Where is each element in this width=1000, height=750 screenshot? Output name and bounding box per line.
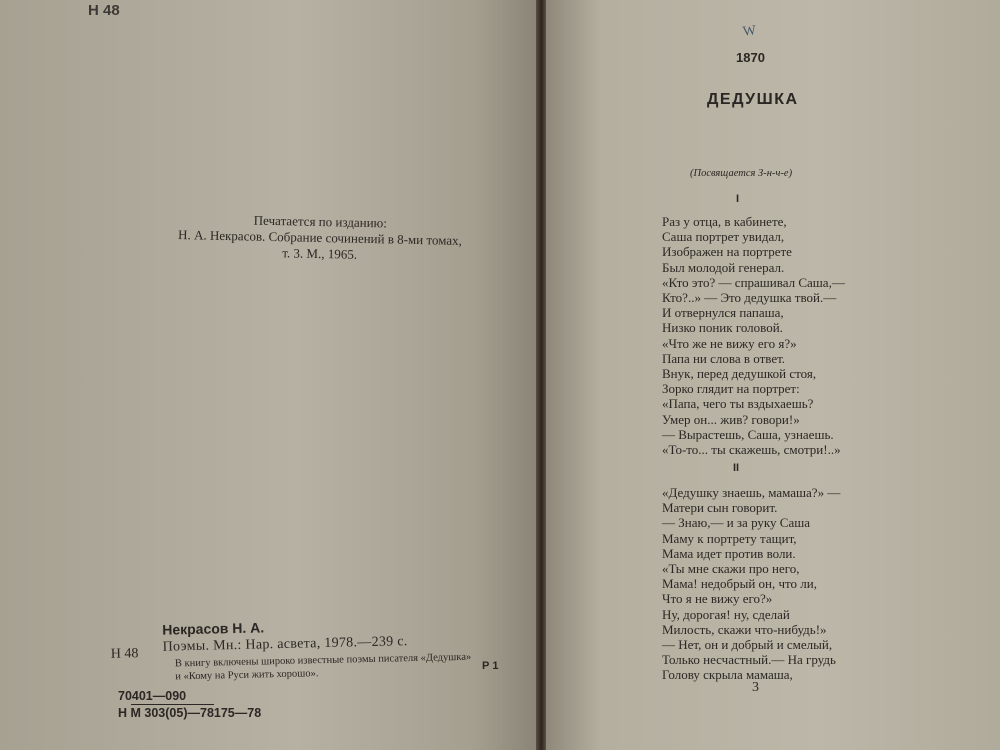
verse-line: Матери сын говорит. bbox=[662, 500, 778, 516]
imprint-line: Печатается по изданию: bbox=[253, 212, 388, 231]
biblio-description: Поэмы. Мн.: Нар. асвета, 1978.—239 с. bbox=[162, 634, 408, 655]
annotation-line: и «Кому на Руси жить хорошо». bbox=[175, 668, 319, 683]
verse-line: Саша портрет увидал, bbox=[662, 229, 785, 245]
imprint-block bbox=[140, 210, 501, 266]
verse-line: Умер он... жив? говори!» bbox=[662, 411, 800, 427]
verse-line: Мама! недобрый он, что ли, bbox=[662, 576, 817, 592]
verse-line: Низко поник головой. bbox=[662, 320, 783, 336]
annotation-line: В книгу включены широко известные поэмы писателя «Дедушка» bbox=[174, 651, 472, 670]
verse-line: Ну, дорогая! ну, сделай bbox=[662, 606, 790, 622]
imprint-line: т. 3. М., 1965. bbox=[282, 245, 358, 262]
verse-line: Маму к портрету тащит, bbox=[662, 530, 797, 546]
poem-year: 1870 bbox=[736, 50, 765, 65]
verse-line: Папа ни слова в ответ. bbox=[662, 350, 786, 366]
verse-line: Кто?..» — Это дедушка твой.— bbox=[662, 290, 837, 306]
catalog-line-2 bbox=[118, 704, 261, 721]
section-number-1: I bbox=[736, 193, 740, 205]
verse-line: «Папа, чего ты вздыхаешь? bbox=[662, 396, 814, 412]
verse-line: «То-то... ты скажешь, смотри!..» bbox=[662, 442, 841, 458]
stanza-1 bbox=[662, 214, 845, 457]
biblio-author: Некрасов Н. А. bbox=[162, 619, 265, 638]
catalog-m: М 303(05)—78 bbox=[130, 706, 214, 720]
signature-mark: Н 48 bbox=[88, 2, 120, 19]
imprint-line: Н. А. Некрасов. Собрание сочинений в 8-ми томах, bbox=[177, 227, 463, 248]
verse-line: Раз у отца, в кабинете, bbox=[662, 214, 787, 229]
verse-line: Голову скрыла мамаша, bbox=[662, 667, 793, 683]
verse-line: «Кто это? — спрашивал Саша,— bbox=[662, 274, 845, 290]
catalog-suffix: 175—78 bbox=[213, 706, 262, 720]
catalog-code bbox=[118, 688, 261, 721]
verse-line: Зорко глядит на портрет: bbox=[662, 381, 800, 397]
verse-line: Милость, скажи что-нибудь!» bbox=[662, 621, 827, 637]
verse-line: Внук, перед дедушкой стоя, bbox=[662, 366, 817, 382]
dedication: (Посвящается З-н-ч-е) bbox=[690, 168, 793, 179]
verse-line: — Вырастешь, Саша, узнаешь. bbox=[662, 426, 834, 442]
verse-line: И отвернулся папаша, bbox=[662, 305, 784, 321]
verse-line: — Нет, он и добрый и смелый, bbox=[662, 637, 833, 653]
verse-line: Только несчастный.— На грудь bbox=[662, 652, 836, 668]
verse-line: — Знаю,— и за руку Саша bbox=[662, 515, 810, 531]
verse-line: «Дедушку знаешь, мамаша?» — bbox=[662, 485, 841, 500]
verse-line: Что я не вижу его?» bbox=[662, 591, 773, 607]
verse-line: «Что же не вижу его я?» bbox=[662, 335, 797, 351]
classification-index: Р 1 bbox=[482, 660, 499, 672]
pencil-mark: W bbox=[741, 23, 758, 40]
verse-line: «Ты мне скажи про него, bbox=[662, 561, 800, 577]
biblio-code: Н 48 bbox=[110, 646, 139, 662]
verse-line: Был молодой генерал. bbox=[662, 259, 785, 275]
section-number-2: II bbox=[733, 462, 740, 474]
verse-line: Изображен на портрете bbox=[662, 244, 792, 260]
stanza-2 bbox=[662, 485, 840, 683]
catalog-line-1: 70401—090 bbox=[118, 689, 187, 703]
page-number: 3 bbox=[752, 680, 759, 695]
poem-title: ДЕДУШКА bbox=[707, 91, 799, 108]
catalog-prefix: Н bbox=[118, 706, 128, 720]
verse-line: Мама идет против воли. bbox=[662, 545, 796, 561]
